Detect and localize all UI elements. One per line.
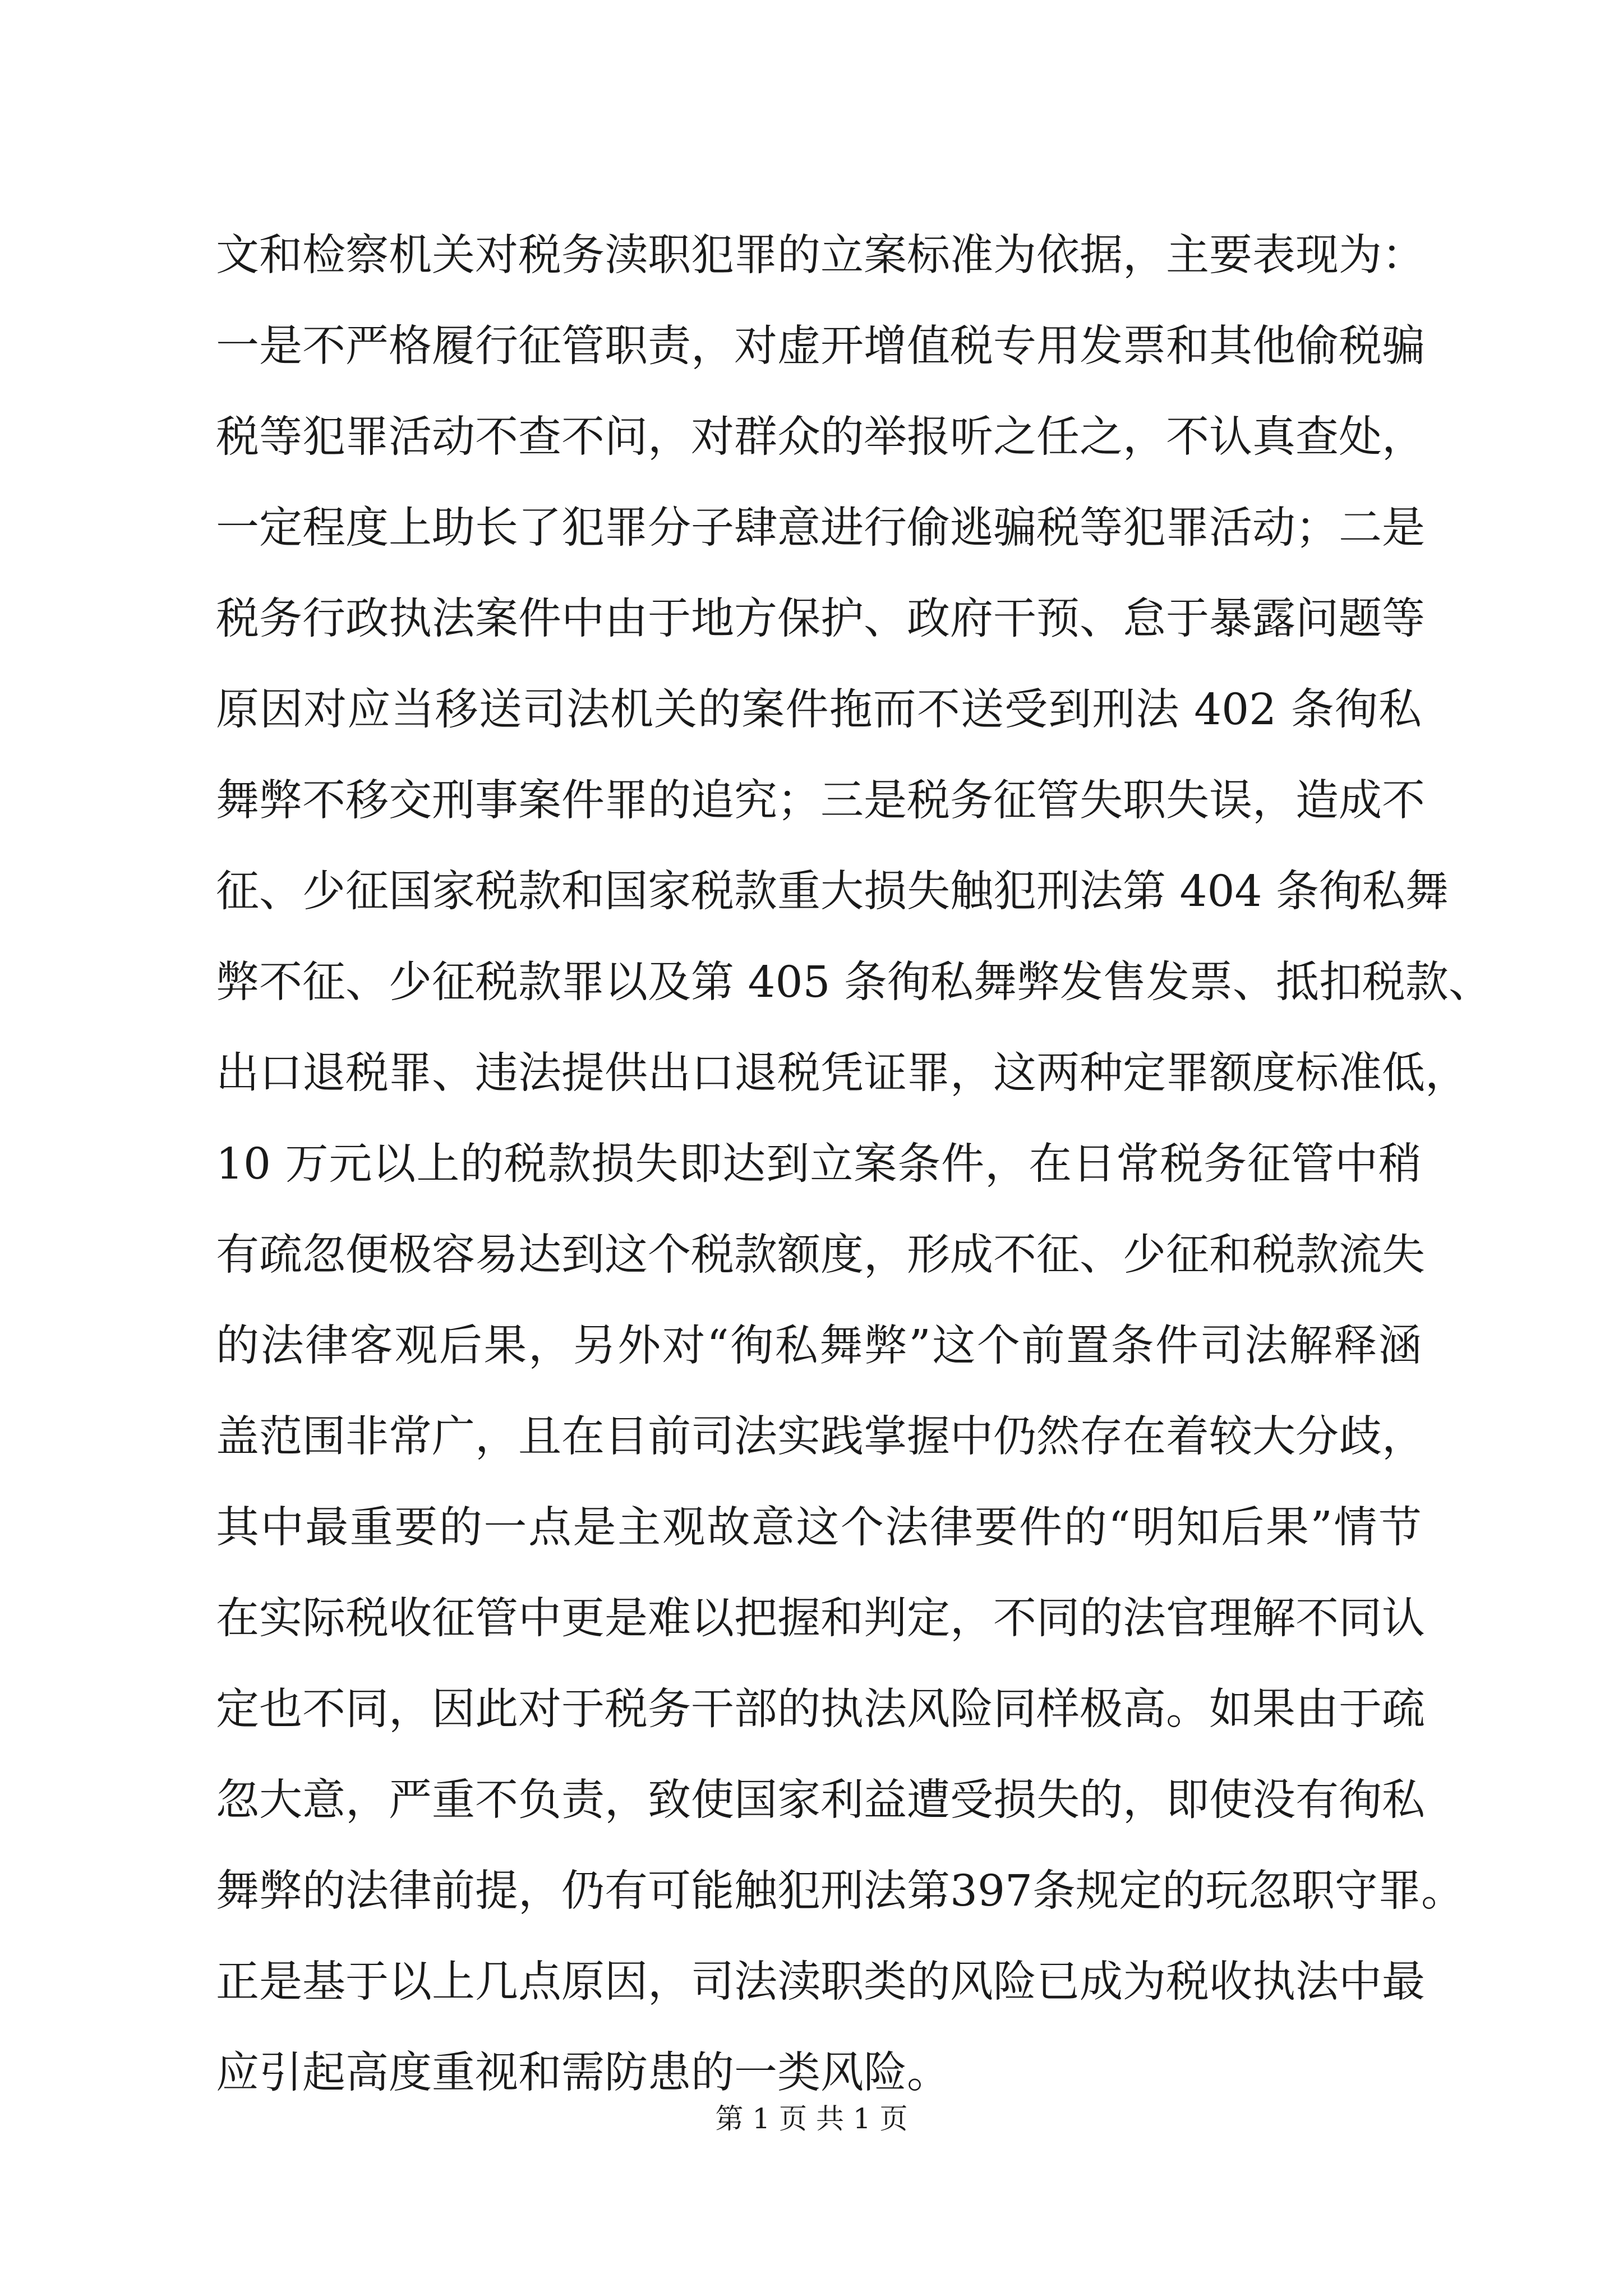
text-line: 在实际税收征管中更是难以把握和判定，不同的法官理解不同认 bbox=[216, 1594, 1425, 1644]
page-footer bbox=[0, 2099, 1623, 2138]
page-number-label: 第 1 页 共 1 页 bbox=[715, 2102, 908, 2135]
text-line: 舞弊的法律前提，仍有可能触犯刑法第397条规定的玩忽职守罪。 bbox=[216, 1866, 1464, 1916]
text-line: 定也不同，因此对于税务干部的执法风险同样极高。如果由于疏 bbox=[216, 1685, 1425, 1734]
text-line: 忽大意，严重不负责，致使国家利益遭受损失的，即使没有徇私 bbox=[216, 1775, 1425, 1825]
text-line: 文和检察机关对税务渎职犯罪的立案标准为依据，主要表现为： bbox=[216, 231, 1425, 280]
text-line: 税务行政执法案件中由于地方保护、政府干预、怠于暴露问题等 bbox=[216, 594, 1425, 644]
text-line: 有疏忽便极容易达到这个税款额度，形成不征、少征和税款流失 bbox=[216, 1230, 1425, 1280]
text-line: 原因对应当移送司法机关的案件拖而不送受到刑法 402 条徇私 bbox=[216, 685, 1422, 735]
text-line: 10 万元以上的税款损失即达到立案条件，在日常税务征管中稍 bbox=[216, 1139, 1422, 1189]
text-line: 税等犯罪活动不查不问，对群众的举报听之任之，不认真查处， bbox=[216, 412, 1425, 462]
text-line: 盖范围非常广，且在目前司法实践掌握中仍然存在着较大分歧， bbox=[216, 1412, 1425, 1462]
text-line: 应引起高度重视和需防患的一类风险。 bbox=[216, 2048, 950, 2098]
text-line: 出口退税罪、违法提供出口退税凭证罪，这两种定罪额度标准低， bbox=[216, 1048, 1468, 1098]
text-line: 正是基于以上几点原因，司法渎职类的风险已成为税收执法中最 bbox=[216, 1957, 1425, 2007]
text-line: 征、少征国家税款和国家税款重大损失触犯刑法第 404 条徇私舞 bbox=[216, 867, 1449, 917]
text-line: 的法律客观后果，另外对“徇私舞弊”这个前置条件司法解释涵 bbox=[216, 1321, 1422, 1371]
text-line: 一定程度上助长了犯罪分子肆意进行偷逃骗税等犯罪活动；二是 bbox=[216, 503, 1425, 553]
text-line: 一是不严格履行征管职责，对虚开增值税专用发票和其他偷税骗 bbox=[216, 321, 1425, 371]
text-line: 其中最重要的一点是主观故意这个法律要件的“明知后果”情节 bbox=[216, 1503, 1422, 1553]
text-line: 弊不征、少征税款罪以及第 405 条徇私舞弊发售发票、抵扣税款、 bbox=[216, 958, 1492, 1007]
body-paragraph bbox=[216, 210, 1492, 2119]
text-line: 舞弊不移交刑事案件罪的追究；三是税务征管失职失误，造成不 bbox=[216, 776, 1425, 826]
